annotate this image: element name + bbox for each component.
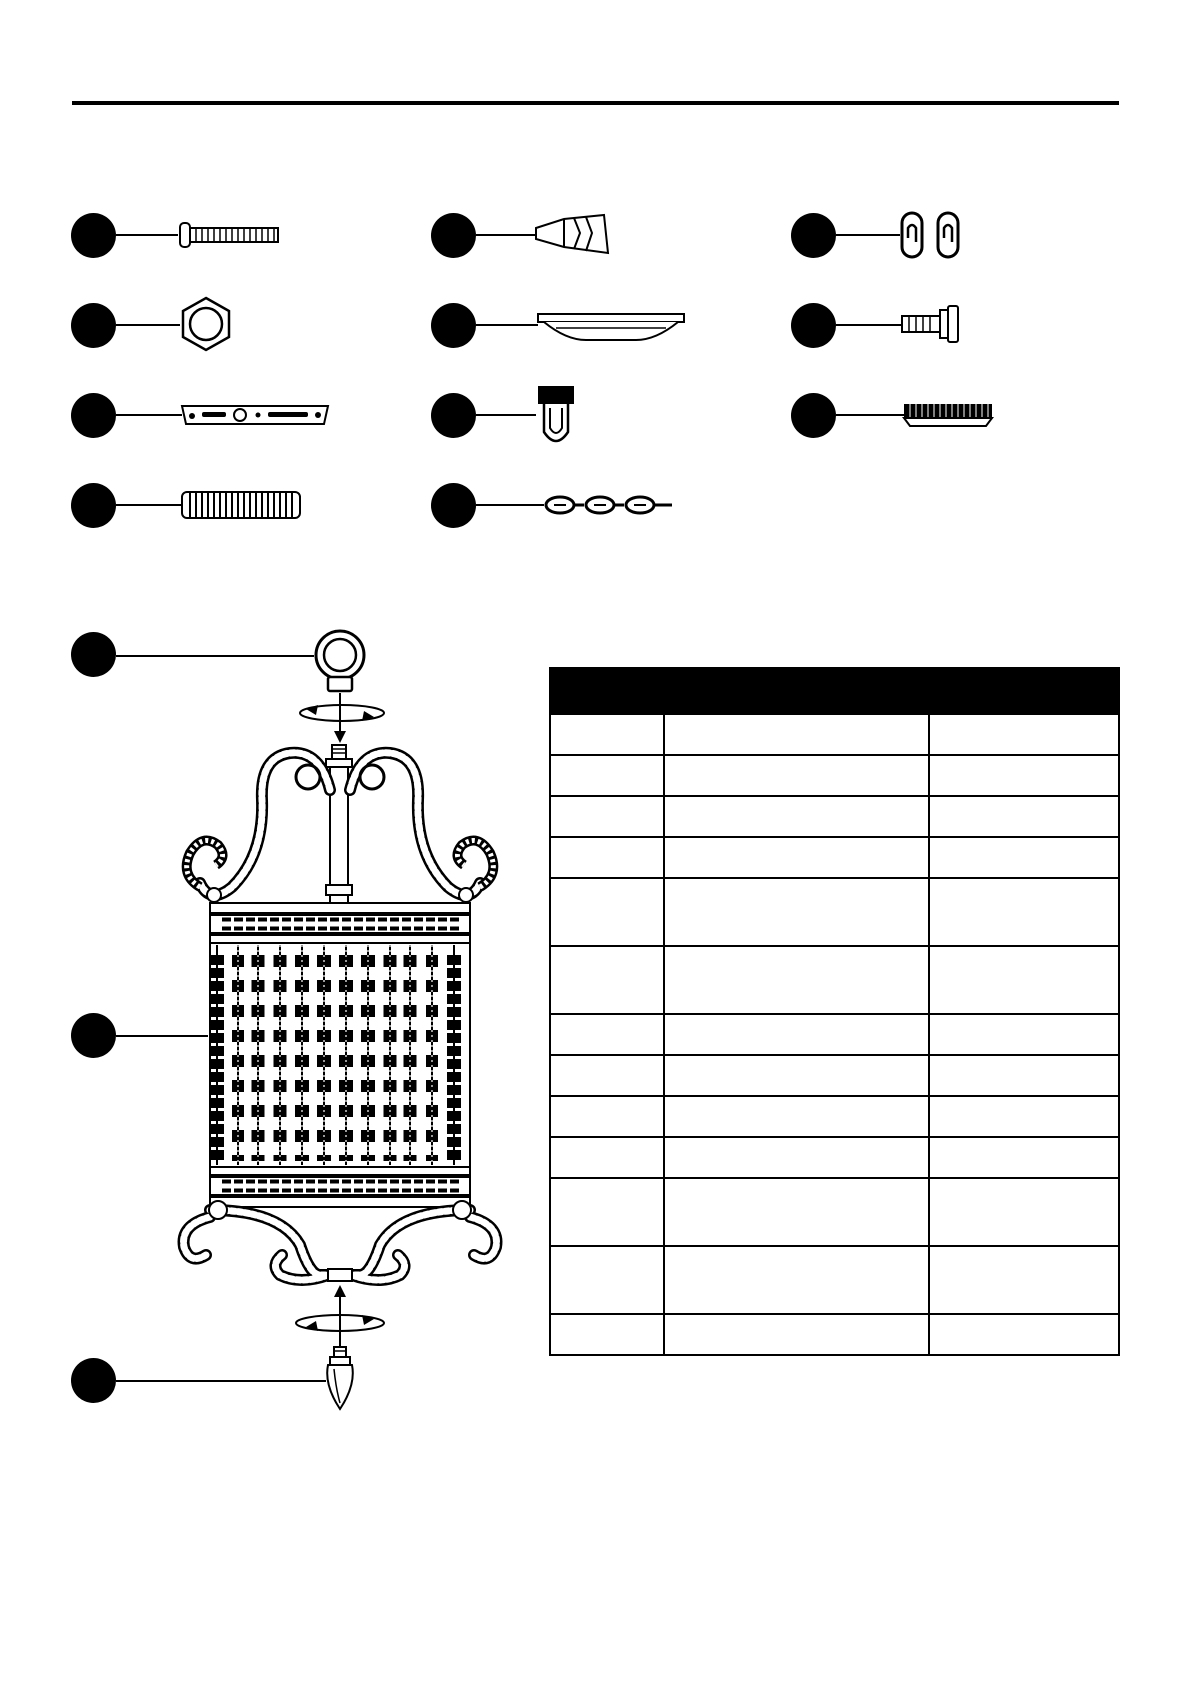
table-row (550, 714, 1119, 755)
table-cell (664, 946, 929, 1014)
table-cell (550, 1096, 664, 1137)
table-cell (550, 796, 664, 837)
bolt-icon (176, 220, 281, 250)
table-cell (550, 714, 664, 755)
hex-nut-icon (178, 296, 234, 352)
table-cell (664, 1137, 929, 1178)
ground-screw-icon (900, 304, 962, 344)
callout-finial (71, 1358, 116, 1403)
table-row (550, 878, 1119, 946)
table-row (550, 1178, 1119, 1246)
table-cell (664, 837, 929, 878)
rotation-arrow-top (300, 693, 384, 743)
table-cell (550, 1314, 664, 1355)
table-cell (929, 1246, 1119, 1314)
callout-chandelier-body (71, 1013, 116, 1058)
loop-icon (316, 631, 364, 691)
table-cell (664, 1096, 929, 1137)
table-cell (664, 878, 929, 946)
table-row (550, 1014, 1119, 1055)
callout-knurled-nut (791, 393, 836, 438)
leader-line (116, 504, 182, 506)
assembly-drawing (170, 625, 510, 1415)
table-header-part (550, 668, 664, 714)
bead-strands (210, 943, 470, 1167)
rotation-arrow-bottom (296, 1285, 384, 1347)
table-cell (929, 1314, 1119, 1355)
table-cell (664, 796, 929, 837)
table-cell (664, 1055, 929, 1096)
table-cell (550, 837, 664, 878)
table-cell (929, 1178, 1119, 1246)
callout-socket (431, 393, 476, 438)
table-row (550, 1096, 1119, 1137)
callout-s-hook (791, 213, 836, 258)
callout-ground-screw (791, 303, 836, 348)
table-cell (929, 1096, 1119, 1137)
table-cell (550, 1137, 664, 1178)
callout-canopy (431, 303, 476, 348)
header-rule (72, 101, 1119, 105)
table-cell (664, 755, 929, 796)
leader-line (836, 234, 900, 236)
table-cell (929, 796, 1119, 837)
callout-threaded-pipe (71, 483, 116, 528)
table-cell (550, 1014, 664, 1055)
table-cell (929, 1137, 1119, 1178)
s-hook-icon (898, 210, 968, 260)
leader-line (836, 414, 904, 416)
leader-line (116, 324, 180, 326)
table-cell (929, 714, 1119, 755)
table-row (550, 1246, 1119, 1314)
leader-line (476, 504, 538, 506)
table-cell (664, 1014, 929, 1055)
callout-mounting-strap (71, 393, 116, 438)
table-row (550, 1137, 1119, 1178)
leader-line (476, 234, 536, 236)
socket-icon (536, 384, 576, 448)
table-header-description (664, 668, 929, 714)
wire-connector-icon (534, 213, 610, 255)
table-cell (664, 1246, 929, 1314)
chain-icon (536, 493, 674, 517)
callout-loop (71, 632, 116, 677)
table-cell (929, 1014, 1119, 1055)
knurled-nut-icon (902, 402, 994, 428)
leader-line (836, 324, 902, 326)
table-row (550, 946, 1119, 1014)
leader-line (116, 234, 178, 236)
table-row (550, 1055, 1119, 1096)
table-row (550, 796, 1119, 837)
canopy-icon (536, 308, 686, 342)
table-header-row (550, 668, 1119, 714)
callout-wire-connector (431, 213, 476, 258)
table-cell (550, 878, 664, 946)
leader-line (476, 414, 536, 416)
table-header-quantity (929, 668, 1119, 714)
table-cell (929, 837, 1119, 878)
table-row (550, 755, 1119, 796)
callout-bolt (71, 213, 116, 258)
table-cell (664, 1314, 929, 1355)
table-cell (664, 714, 929, 755)
table-cell (550, 946, 664, 1014)
table-row (550, 1314, 1119, 1355)
callout-hex-nut (71, 303, 116, 348)
table-cell (664, 1178, 929, 1246)
finial-icon (327, 1347, 353, 1409)
table-cell (929, 946, 1119, 1014)
table-cell (929, 878, 1119, 946)
table-row (550, 837, 1119, 878)
leader-line (116, 414, 182, 416)
table-cell (550, 1178, 664, 1246)
table-cell (550, 1246, 664, 1314)
table-cell (550, 1055, 664, 1096)
callout-chain (431, 483, 476, 528)
mounting-strap-icon (180, 402, 330, 428)
table-cell (929, 1055, 1119, 1096)
table-cell (550, 755, 664, 796)
parts-table (549, 667, 1120, 1356)
table-cell (929, 755, 1119, 796)
leader-line (476, 324, 538, 326)
threaded-pipe-icon (180, 490, 302, 520)
